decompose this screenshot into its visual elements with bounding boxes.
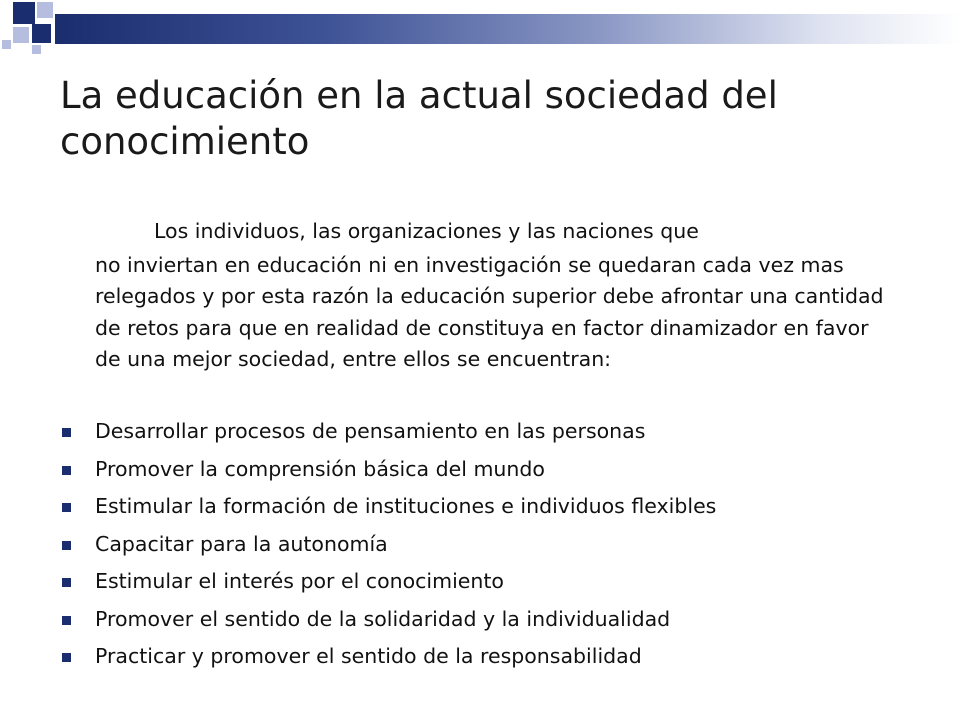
list-item — [60, 415, 940, 453]
decor-square — [13, 2, 35, 24]
square-bullet-icon — [62, 503, 71, 512]
list-item-text: Estimular la formación de instituciones e individuos flexibles — [95, 494, 717, 518]
header-gradient-bar — [55, 14, 960, 44]
list-item — [60, 528, 940, 566]
square-bullet-icon — [62, 616, 71, 625]
list-item — [60, 640, 940, 678]
list-item-text: Promover el sentido de la solidaridad y la individualidad — [95, 606, 671, 631]
intro-first-line: Los individuos, las organizaciones y las naciones que — [154, 219, 699, 243]
list-item-text: Capacitar para la autonomía — [95, 531, 388, 556]
list-item — [60, 565, 940, 603]
list-item — [60, 490, 940, 528]
square-bullet-icon — [62, 653, 71, 662]
bullet-list — [60, 415, 940, 678]
square-bullet-icon — [62, 541, 71, 550]
list-item-text: Practicar y promover el sentido de la responsabilidad — [95, 644, 642, 668]
decor-square — [13, 27, 29, 43]
list-item-text: Promover la comprensión básica del mundo — [95, 456, 545, 481]
square-bullet-icon — [62, 466, 71, 475]
list-item-text: Estimular el interés por el conocimiento — [95, 569, 504, 593]
list-item — [60, 453, 940, 491]
decor-square — [2, 40, 11, 49]
square-bullet-icon — [62, 578, 71, 587]
decor-square — [32, 45, 41, 54]
slide-title: La educación en la actual sociedad del conocimiento — [60, 74, 778, 163]
decor-square — [32, 24, 51, 43]
square-bullet-icon — [62, 428, 71, 437]
list-item — [60, 603, 940, 641]
intro-paragraph — [95, 216, 895, 376]
list-item-text: Desarrollar procesos de pensamiento en las personas — [95, 419, 646, 443]
intro-body: no inviertan en educación ni en investigación se quedaran cada vez mas relegados y por esta razón la educación superior debe afrontar una cantidad de retos para que en realidad de constituya en factor dinamizador en favor de una mejor sociedad, entre ellos se encuentran: — [95, 252, 884, 371]
decor-square — [37, 2, 53, 18]
